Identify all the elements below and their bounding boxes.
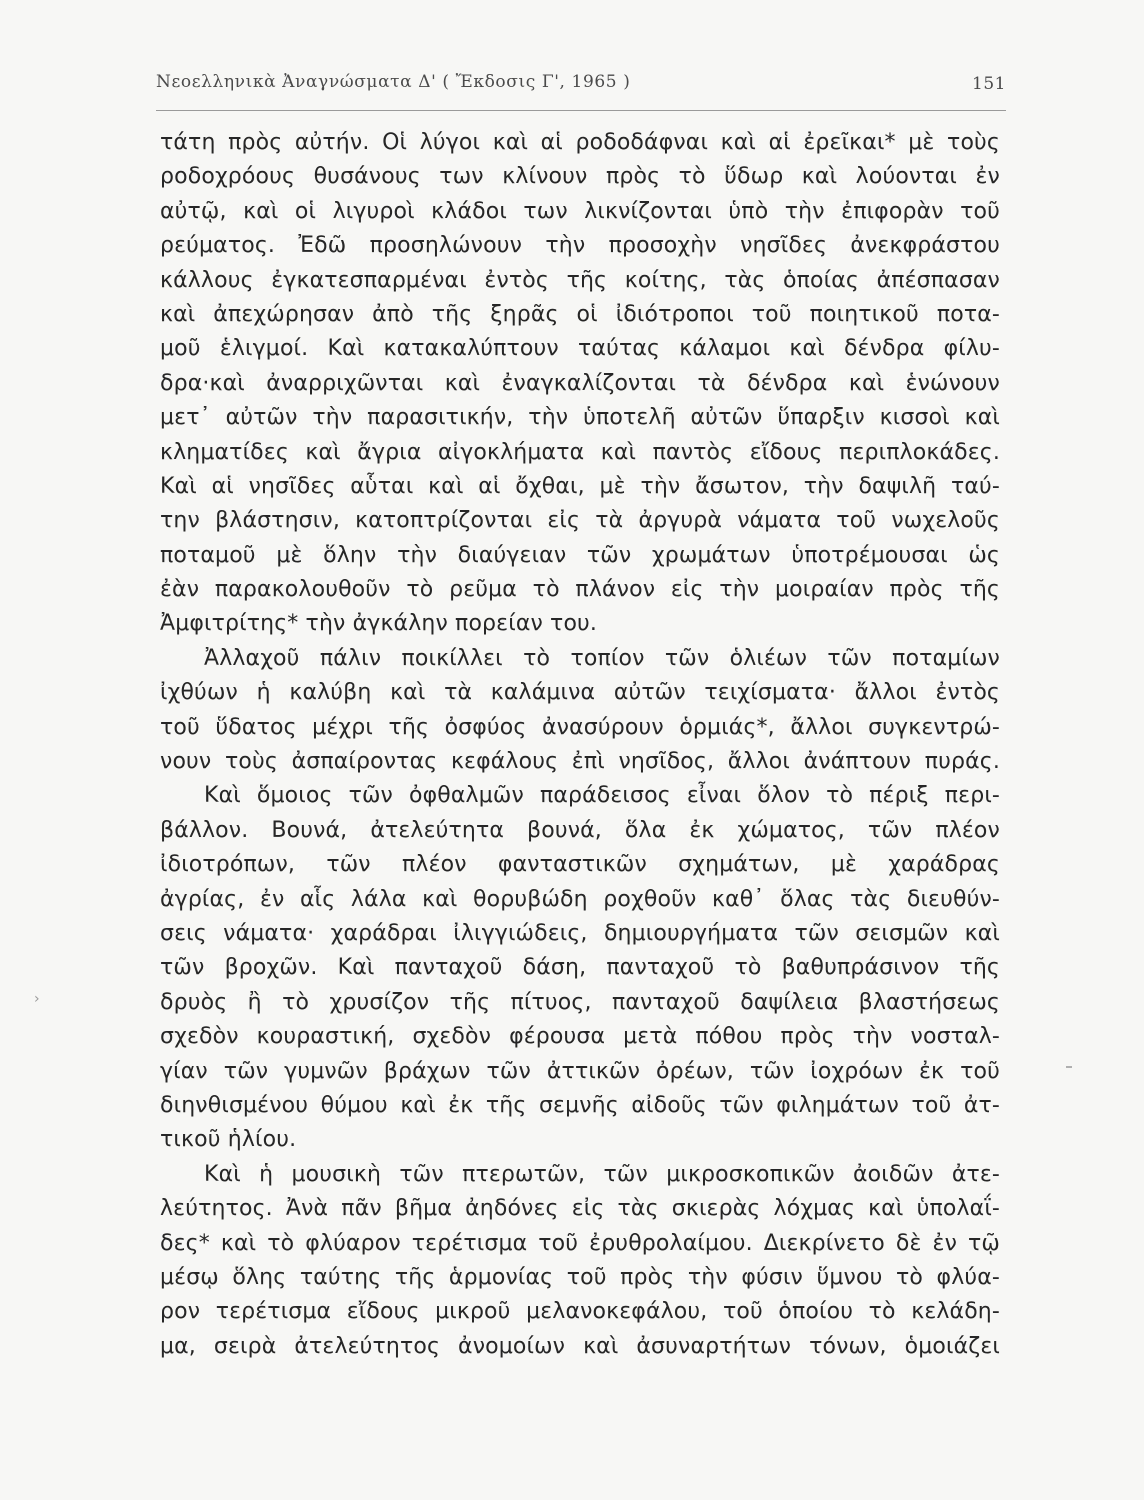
text-line: σχεδὸν κουραστική, σχεδὸν φέρουσα μετὰ πόθου πρὸς τὴν νοσταλ- — [160, 1024, 1000, 1050]
text-line: δρυὸς ἢ τὸ χρυσίζον τῆς πίτυος, πανταχοῦ δαψίλεια βλαστήσεως — [160, 989, 1000, 1015]
text-line: ρεύματος. Ἐδῶ προσηλώνουν τὴν προσοχὴν νησῖδες ἀνεκφράστου — [160, 233, 1000, 259]
text-line: ἀγρίας, ἐν αἷς λάλα καὶ θορυβώδη ροχθοῦν καθ᾽ ὅλας τὰς διευθύν- — [160, 886, 1000, 912]
text-line: διηνθισμένου θύμου καὶ ἐκ τῆς σεμνῆς αἰδοῦς τῶν φιλημάτων τοῦ ἀτ- — [160, 1092, 1000, 1118]
text-line: νουν τοὺς ἀσπαίροντας κεφάλους ἐπὶ νησῖδος, ἄλλοι ἀνάπτουν πυράς. — [160, 749, 1000, 775]
text-line: ἰχθύων ἡ καλύβη καὶ τὰ καλάμινα αὐτῶν τειχίσματα· ἄλλοι ἐντὸς — [160, 680, 1000, 706]
text-line: κληματίδες καὶ ἄγρια αἰγοκλήματα καὶ παντὸς εἴδους περιπλοκάδες. — [160, 439, 1000, 465]
text-line: βάλλον. Βουνά, ἀτελεύτητα βουνά, ὅλα ἐκ χώματος, τῶν πλέον — [160, 817, 1000, 843]
text-line: τοῦ ὕδατος μέχρι τῆς ὀσφύος ἀνασύρουν ὁρμιάς*, ἄλλοι συγκεντρώ- — [160, 714, 1000, 740]
text-line: ἐὰν παρακολουθοῦν τὸ ρεῦμα τὸ πλάνον εἰς τὴν μοιραίαν πρὸς τῆς — [160, 577, 1000, 603]
paragraph-first-line: Καὶ ὅμοιος τῶν ὀφθαλμῶν παράδεισος εἶναι ὅλον τὸ πέριξ περι- — [204, 783, 1000, 809]
text-line: ρον τερέτισμα εἴδους μικροῦ μελανοκεφάλου, τοῦ ὁποίου τὸ κελάδη- — [160, 1299, 1000, 1325]
text-line: την βλάστησιν, κατοπτρίζονται εἰς τὰ ἀργυρὰ νάματα τοῦ νωχελοῦς — [160, 508, 1000, 534]
text-line: καὶ ἀπεχώρησαν ἀπὸ τῆς ξηρᾶς οἱ ἰδιότροποι τοῦ ποιητικοῦ ποτα- — [160, 301, 1000, 327]
text-line: κάλλους ἐγκατεσπαρμέναι ἐντὸς τῆς κοίτης, τὰς ὁποίας ἀπέσπασαν — [160, 267, 1000, 293]
text-line: τῶν βροχῶν. Καὶ πανταχοῦ δάση, πανταχοῦ τὸ βαθυπράσινον τῆς — [160, 955, 1000, 981]
edge-mark — [1066, 1066, 1072, 1068]
paragraph-first-line: Ἀλλαχοῦ πάλιν ποικίλλει τὸ τοπίον τῶν ὁλιέων τῶν ποταμίων — [204, 645, 1000, 671]
text-line: γίαν τῶν γυμνῶν βράχων τῶν ἀττικῶν ὀρέων, τῶν ἰοχρόων ἐκ τοῦ — [160, 1058, 1000, 1084]
margin-mark: › — [34, 991, 40, 1007]
text-line: μα, σειρὰ ἀτελεύτητος ἀνομοίων καὶ ἀσυναρτήτων τόνων, ὁμοιάζει — [160, 1333, 1000, 1359]
text-line: τάτη πρὸς αὐτήν. Οἱ λύγοι καὶ αἱ ροδοδάφναι καὶ αἱ ἐρεῖκαι* μὲ τοὺς — [160, 130, 1000, 155]
running-header — [156, 66, 1006, 111]
text-line: σεις νάματα· χαράδραι ἰλιγγιώδεις, δημιουργήματα τῶν σεισμῶν καὶ — [160, 920, 1000, 946]
text-line: μοῦ ἑλιγμοί. Καὶ κατακαλύπτουν ταύτας κάλαμοι καὶ δένδρα φίλυ- — [160, 336, 1000, 362]
paragraph-first-line: Καὶ ἡ μουσικὴ τῶν πτερωτῶν, τῶν μικροσκοπικῶν ἀοιδῶν ἀτε- — [204, 1161, 1000, 1187]
header-title: Νεοελληνικὰ Ἀναγνώσματα Δ' ( Ἔκδοσις Γ', 1965 ) — [156, 72, 631, 92]
text-line: δρα·καὶ ἀναρριχῶνται καὶ ἐναγκαλίζονται τὰ δένδρα καὶ ἑνώνουν — [160, 370, 1000, 396]
page-number: 151 — [972, 74, 1006, 94]
text-line: ποταμοῦ μὲ ὅλην τὴν διαύγειαν τῶν χρωμάτων ὑποτρέμουσαι ὡς — [160, 542, 1000, 568]
text-line: δες* καὶ τὸ φλύαρον τερέτισμα τοῦ ἐρυθρολαίμου. Διεκρίνετο δὲ ἐν τῷ — [160, 1230, 1000, 1256]
text-line: λεύτητος. Ἀνὰ πᾶν βῆμα ἀηδόνες εἰς τὰς σκιερὰς λόχμας καὶ ὑπολαΐ- — [160, 1196, 1000, 1222]
text-line: μετ᾽ αὐτῶν τὴν παρασιτικήν, τὴν ὑποτελῆ αὐτῶν ὕπαρξιν κισσοὶ καὶ — [160, 405, 1000, 431]
text-line: ροδοχρόους θυσάνους των κλίνουν πρὸς τὸ ὕδωρ καὶ λούονται ἐν — [160, 164, 1000, 190]
text-line: αὐτῷ, καὶ οἱ λιγυροὶ κλάδοι των λικνίζονται ὑπὸ τὴν ἐπιφορὰν τοῦ — [160, 198, 1000, 224]
text-line: τικοῦ ἡλίου. — [160, 1127, 297, 1153]
text-line: Ἀμφιτρίτης* τὴν ἀγκάλην πορείαν του. — [160, 611, 598, 637]
text-line: μέσῳ ὅλης ταύτης τῆς ἁρμονίας τοῦ πρὸς τὴν φύσιν ὕμνου τὸ φλύα- — [160, 1264, 1000, 1290]
body-text — [160, 126, 1000, 1364]
text-line: ἰδιοτρόπων, τῶν πλέον φανταστικῶν σχημάτων, μὲ χαράδρας — [160, 852, 1000, 878]
text-line: Καὶ αἱ νησῖδες αὗται καὶ αἱ ὄχθαι, μὲ τὴν ἄσωτον, τὴν δαψιλῆ ταύ- — [160, 473, 1000, 499]
